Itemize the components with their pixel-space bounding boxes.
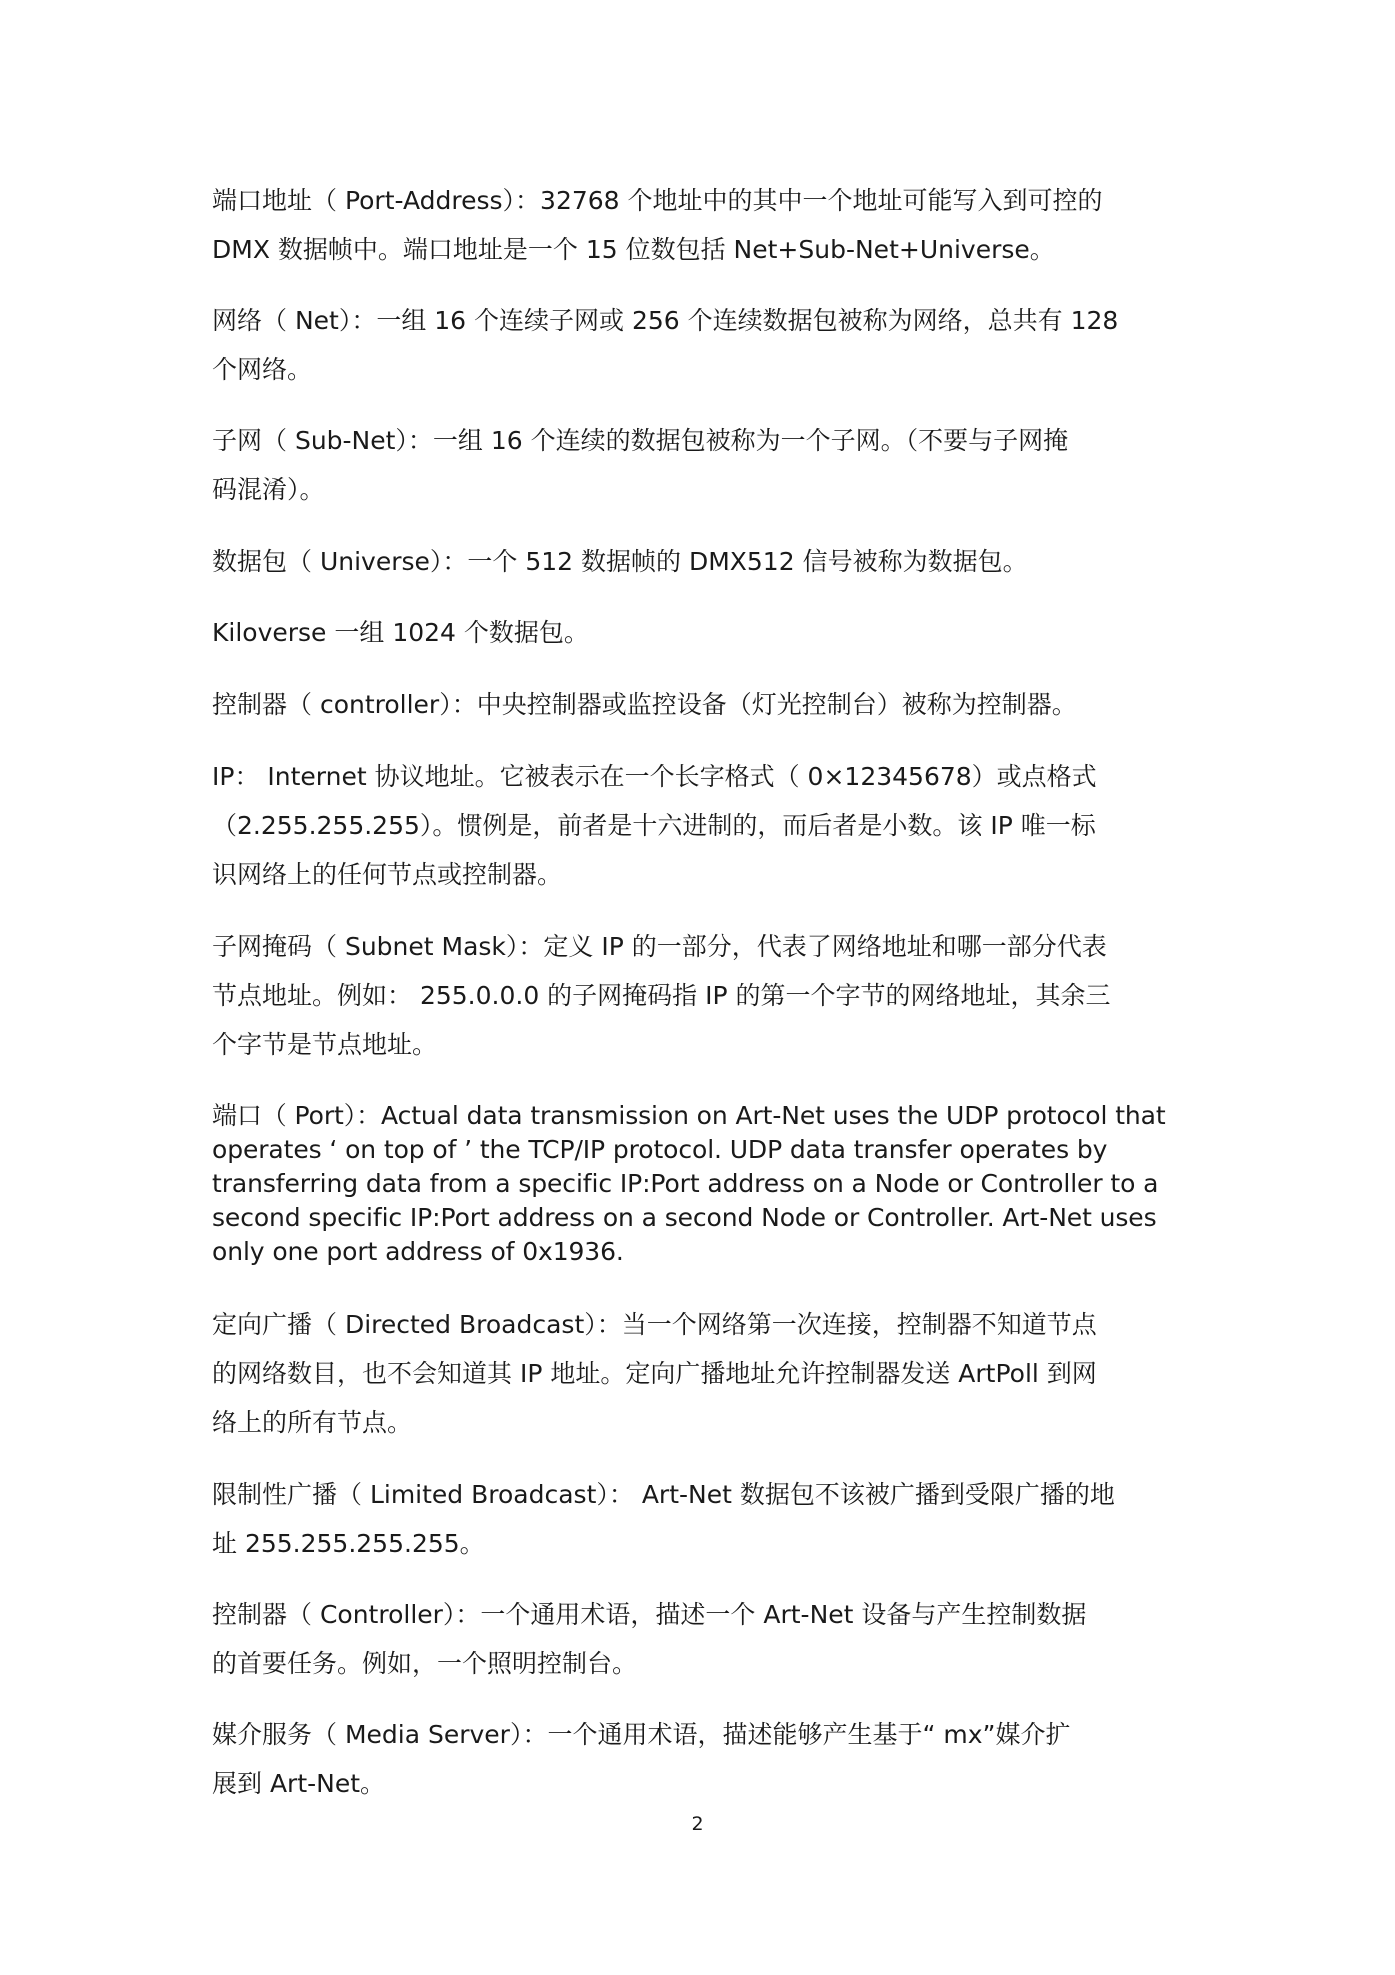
text-line: 络上的所有节点。: [212, 1408, 413, 1437]
text-line: Kiloverse 一组 1024 个数据包。: [212, 618, 589, 647]
entry-limited-broadcast: [212, 1470, 1197, 1568]
text-line: IP： Internet 协议地址。它被表示在一个长字格式（ 0×12345678）或点格式: [212, 762, 1097, 791]
text-line: 节点地址。例如： 255.0.0.0 的子网掩码指 IP 的第一个字节的网络地址，其余三: [212, 981, 1111, 1010]
text-line: 限制性广播（ Limited Broadcast）： Art-Net 数据包不该被广播到受限广播的地: [212, 1480, 1115, 1509]
text-line: 网络（ Net）：一组 16 个连续子网或 256 个连续数据包被称为网络，总共有 128: [212, 306, 1119, 335]
entry-sub-net: [212, 416, 1197, 514]
text-line: 址 255.255.255.255。: [212, 1529, 485, 1558]
text-line: 定向广播（ Directed Broadcast）：当一个网络第一次连接，控制器不知道节点: [212, 1310, 1097, 1339]
text-line: 识网络上的任何节点或控制器。: [212, 860, 563, 889]
text-line: 控制器（ Controller）：一个通用术语，描述一个 Art-Net 设备与产生控制数据: [212, 1600, 1087, 1629]
text-line: second specific IP:Port address on a second Node or Controller. Art-Net uses: [212, 1203, 1157, 1232]
entry-port: [212, 1099, 1197, 1269]
page-number: 2: [691, 1813, 704, 1835]
text-line: 码混淆）。: [212, 475, 325, 504]
entry-net: [212, 296, 1197, 394]
entry-kiloverse: [212, 608, 1197, 657]
text-line: 的首要任务。例如，一个照明控制台。: [212, 1649, 638, 1678]
entry-universe: [212, 537, 1197, 586]
text-line: 展到 Art-Net。: [212, 1769, 386, 1798]
entry-controller: [212, 680, 1197, 729]
text-line: 端口地址（ Port-Address）：32768 个地址中的其中一个地址可能写入到可控的: [212, 186, 1103, 215]
text-line: 的网络数目，也不会知道其 IP 地址。定向广播地址允许控制器发送 ArtPoll 到网: [212, 1359, 1097, 1388]
entry-subnet-mask: [212, 922, 1197, 1069]
text-line: 子网（ Sub-Net）：一组 16 个连续的数据包被称为一个子网。（不要与子网掩: [212, 426, 1069, 455]
entry-directed-broadcast: [212, 1300, 1197, 1447]
text-line: 控制器（ controller）：中央控制器或监控设备（灯光控制台）被称为控制器。: [212, 690, 1077, 719]
text-line: 个网络。: [212, 355, 313, 384]
text-line: 个字节是节点地址。: [212, 1030, 438, 1059]
text-line: 媒介服务（ Media Server）：一个通用术语，描述能够产生基于“ mx”媒介扩: [212, 1720, 1071, 1749]
text-line: transferring data from a specific IP:Port address on a Node or Controller to a: [212, 1169, 1159, 1198]
text-line: 子网掩码（ Subnet Mask）：定义 IP 的一部分，代表了网络地址和哪一部分代表: [212, 932, 1107, 961]
entry-port-address: [212, 176, 1197, 274]
text-line: only one port address of 0x1936.: [212, 1237, 624, 1266]
text-line: operates ‘ on top of ’ the TCP/IP protocol. UDP data transfer operates by: [212, 1135, 1108, 1164]
entry-media-server: [212, 1710, 1197, 1808]
text-line: 端口（ Port）：Actual data transmission on Art-Net uses the UDP protocol that: [212, 1101, 1166, 1130]
entry-controller-general: [212, 1590, 1197, 1688]
entry-ip: [212, 752, 1197, 899]
text-line: DMX 数据帧中。端口地址是一个 15 位数包括 Net+Sub-Net+Universe。: [212, 235, 1055, 264]
text-line: 数据包（ Universe）：一个 512 数据帧的 DMX512 信号被称为数据包。: [212, 547, 1028, 576]
text-line: （2.255.255.255）。惯例是，前者是十六进制的，而后者是小数。该 IP 唯一标: [212, 811, 1096, 840]
